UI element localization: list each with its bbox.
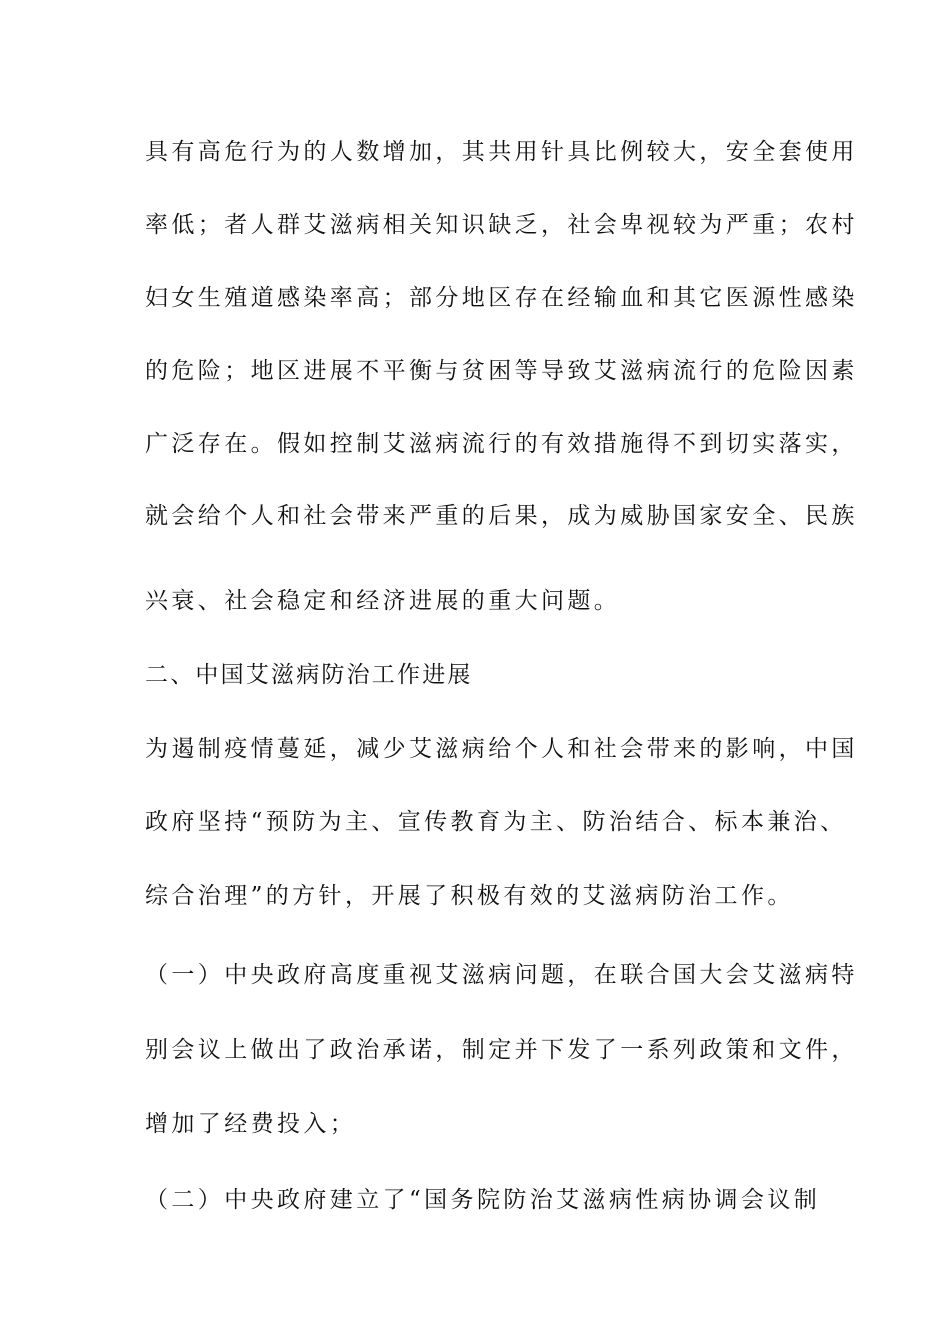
- body-text-line: 的危险；地区进展不平衡与贫困等导致艾滋病流行的危险因素: [145, 358, 858, 384]
- body-text-line: 具有高危行为的人数增加，其共用针具比例较大，安全套使用: [145, 139, 858, 165]
- body-text-line: 兴衰、社会稳定和经济进展的重大问题。: [145, 588, 621, 614]
- body-text-line: 综合治理”的方针，开展了积极有效的艾滋病防治工作。: [145, 883, 794, 909]
- body-text-line: 为遏制疫情蔓延，减少艾滋病给个人和社会带来的影响，中国: [145, 736, 858, 762]
- body-text-line: （一）中央政府高度重视艾滋病问题，在联合国大会艾滋病特: [145, 962, 858, 988]
- body-text-line: 就会给个人和社会带来严重的后果，成为威胁国家安全、民族: [145, 503, 858, 529]
- body-text-line: （二）中央政府建立了“国务院防治艾滋病性病协调会议制: [145, 1187, 821, 1213]
- body-text-line: 率低；者人群艾滋病相关知识缺乏，社会卑视较为严重；农村: [145, 212, 858, 238]
- body-text-line: 别会议上做出了政治承诺，制定并下发了一系列政策和文件，: [145, 1037, 858, 1063]
- section-heading: 二、中国艾滋病防治工作进展: [145, 662, 473, 688]
- body-text-line: 政府坚持“预防为主、宣传教育为主、防治结合、标本兼治、: [145, 809, 847, 835]
- body-text-line: 增加了经费投入；: [145, 1111, 357, 1137]
- body-text-line: 广泛存在。假如控制艾滋病流行的有效措施得不到切实落实，: [145, 431, 858, 457]
- body-text-line: 妇女生殖道感染率高；部分地区存在经输血和其它医源性感染: [145, 285, 858, 311]
